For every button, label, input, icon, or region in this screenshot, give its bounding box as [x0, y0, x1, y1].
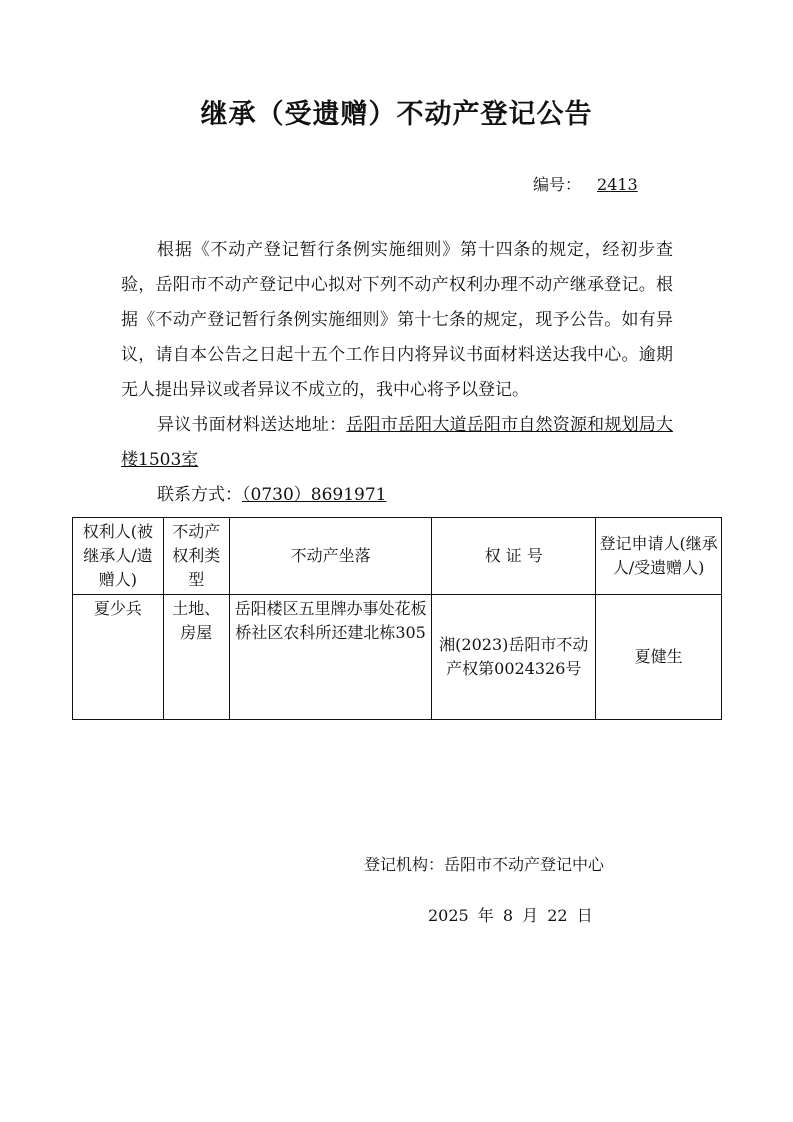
cell-holder: 夏少兵	[73, 595, 164, 720]
contact-info	[121, 478, 673, 513]
document-number-value: 2413	[597, 175, 638, 194]
header-applicant: 登记申请人(继承人/受遗赠人)	[596, 518, 722, 595]
contact-value: （0730）8691971	[242, 485, 387, 505]
header-holder: 权利人(被继承人/遗赠人)	[73, 518, 164, 595]
objection-address	[121, 408, 673, 478]
registrar-value: 岳阳市不动产登记中心	[444, 855, 605, 874]
header-cert-no: 权 证 号	[432, 518, 596, 595]
document-number	[533, 172, 638, 195]
notice-date: 2025 年 8 月 22 日	[428, 906, 593, 925]
contact-label: 联系方式：	[157, 485, 242, 505]
table-header-row	[73, 518, 722, 595]
cell-location: 岳阳楼区五里牌办事处花板桥社区农科所还建北栋305	[229, 595, 432, 720]
registrar-label: 登记机构：	[364, 855, 445, 874]
table-row	[73, 595, 722, 720]
cell-cert-no: 湘(2023)岳阳市不动产权第0024326号	[432, 595, 596, 720]
objection-address-label: 异议书面材料送达地址：	[157, 415, 347, 435]
registrar	[364, 852, 604, 875]
cell-right-type: 土地、房屋	[163, 595, 229, 720]
notice-body	[121, 233, 673, 513]
page-title: 继承（受遗赠）不动产登记公告	[200, 99, 593, 130]
cell-applicant: 夏健生	[596, 595, 722, 720]
header-right-type: 不动产权利类型	[163, 518, 229, 595]
notice-paragraph: 根据《不动产登记暂行条例实施细则》第十四条的规定，经初步查验，岳阳市不动产登记中心拟对下列不动产权利办理不动产继承登记。根据《不动产登记暂行条例实施细则》第十七条的规定，现予公告。如有异议，请自本公告之日起十五个工作日内将异议书面材料送达我中心。逾期无人提出异议或者异议不成立的，我中心将予以登记。	[121, 240, 673, 400]
header-location: 不动产坐落	[229, 518, 432, 595]
document-number-label: 编号：	[533, 175, 582, 194]
property-table	[72, 517, 722, 720]
objection-address-value: 岳阳市岳阳大道岳阳市自然资源和规划局大楼1503室	[121, 415, 674, 470]
